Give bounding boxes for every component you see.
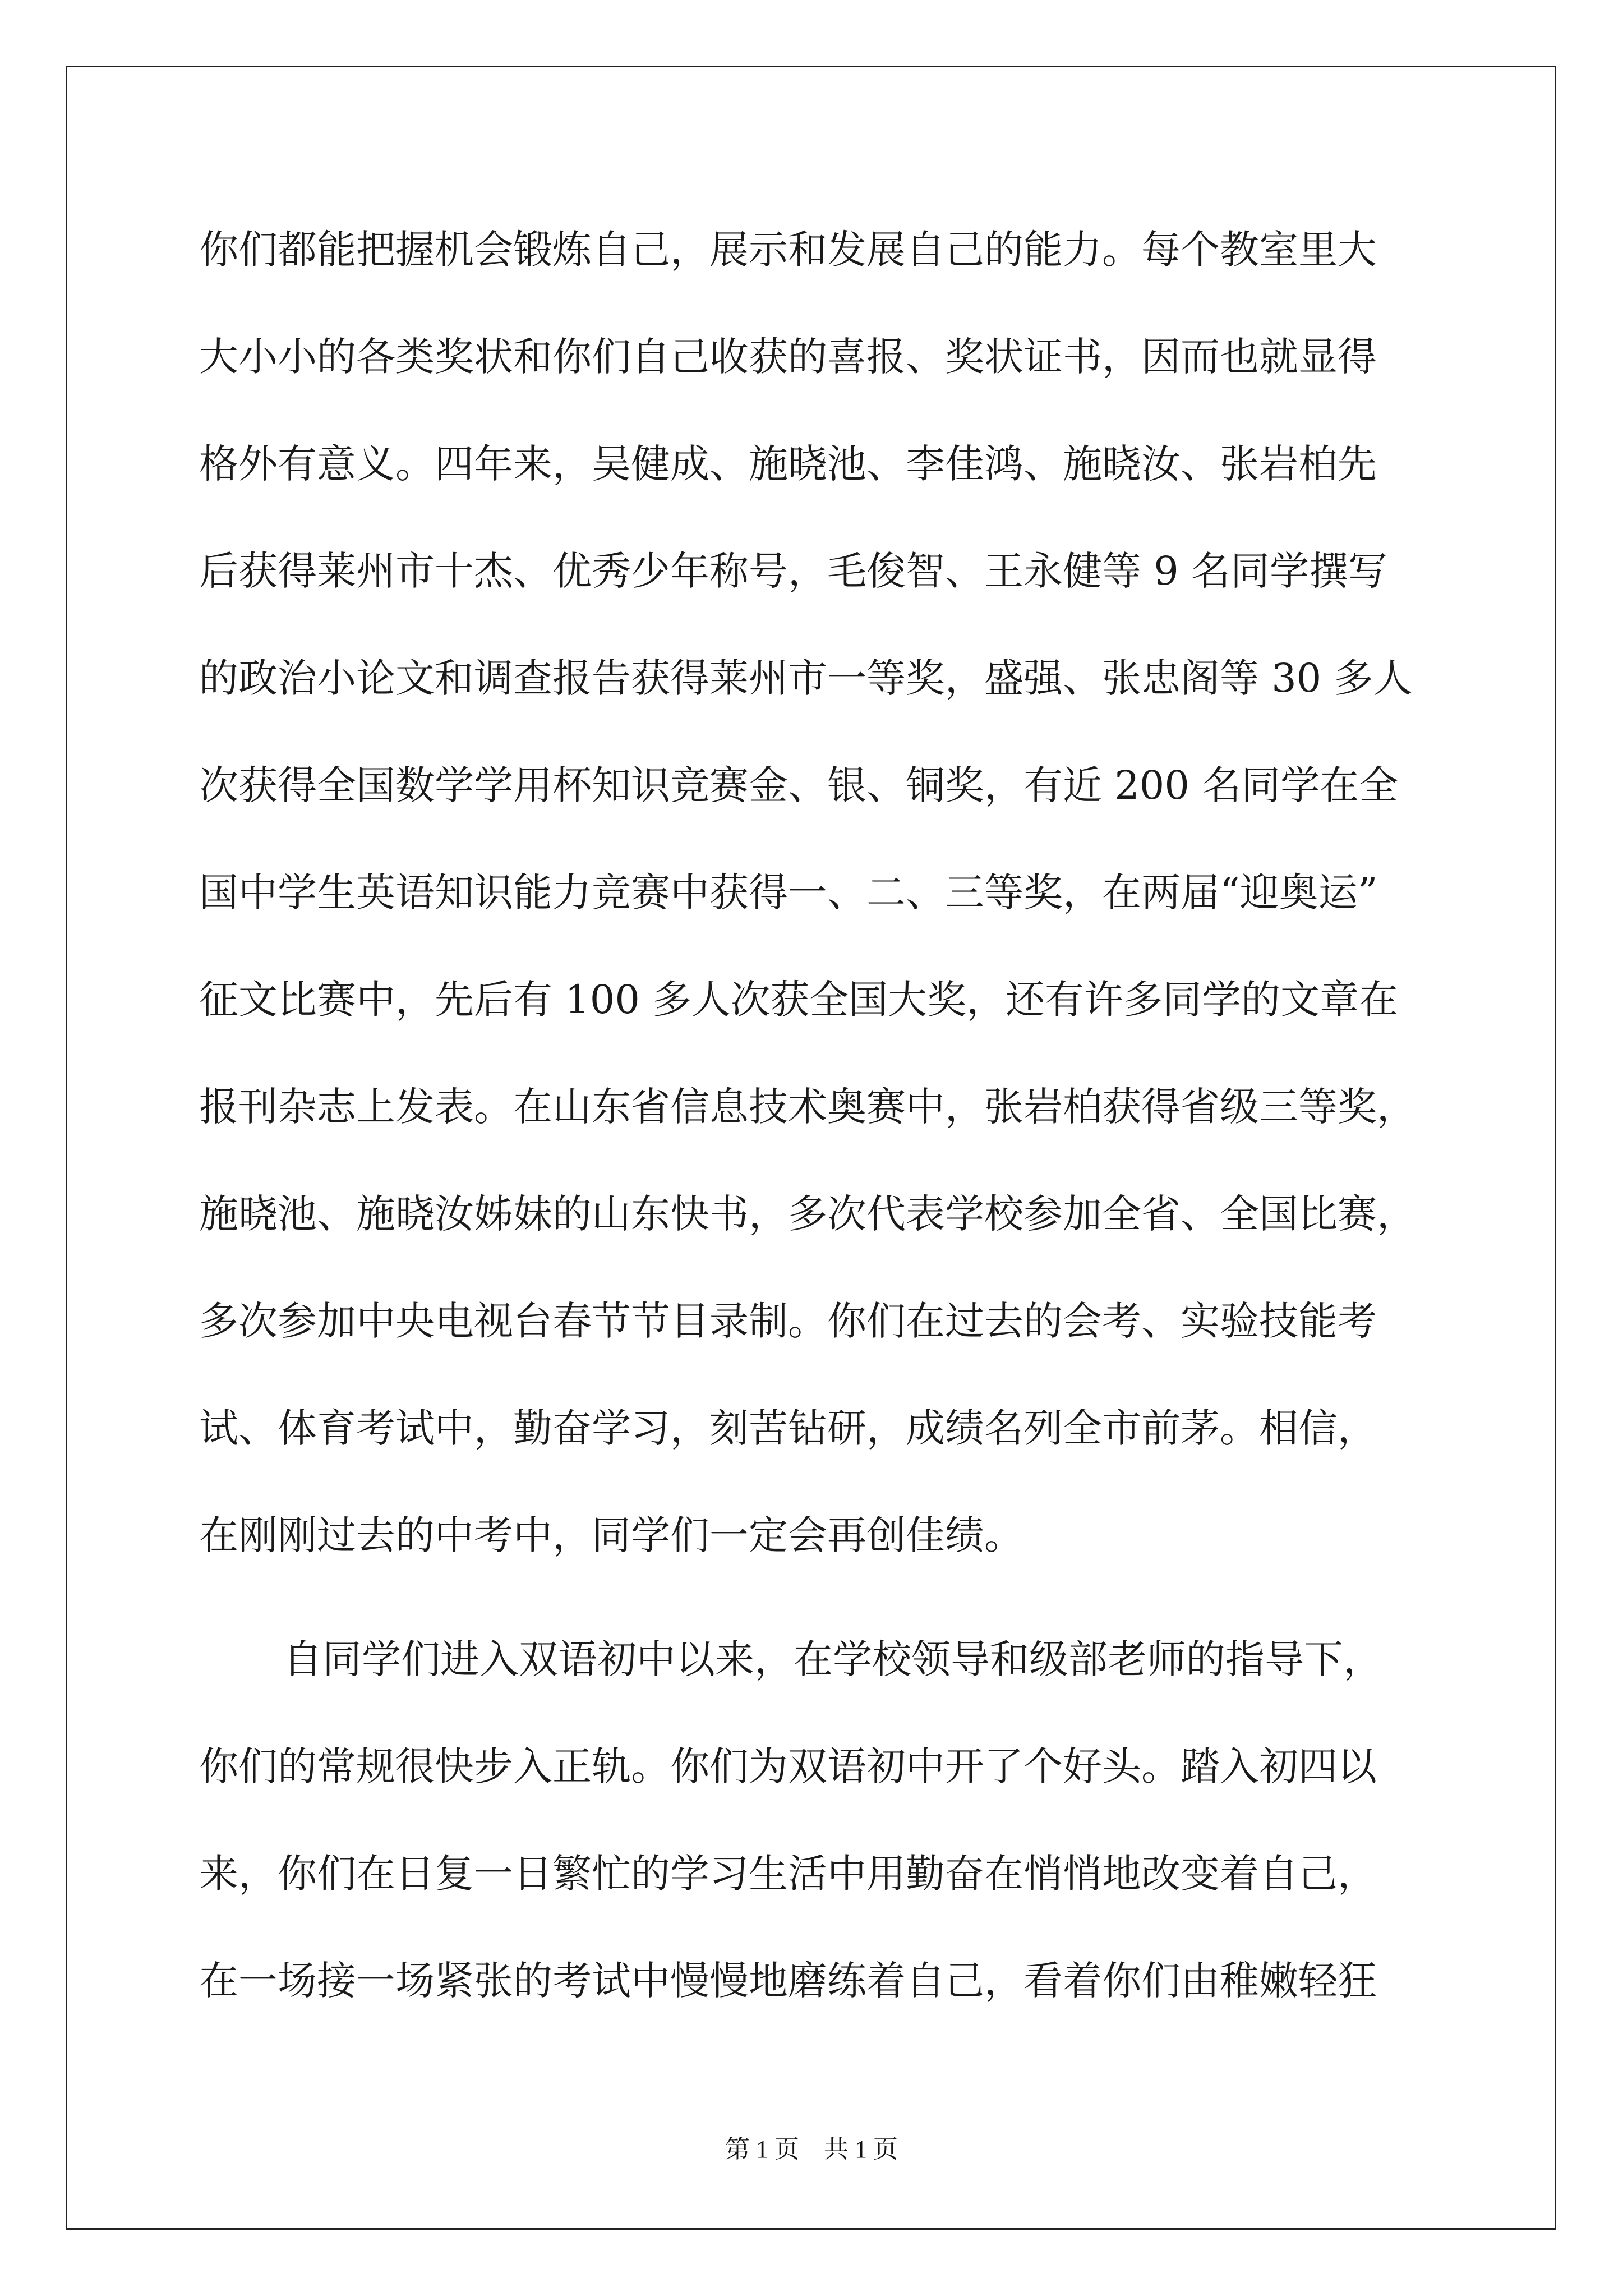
text-line: 国中学生英语知识能力竞赛中获得一、二、三等奖，在两届“迎奥运” [199, 869, 1378, 915]
text-line: 来，你们在日复一日繁忙的学习生活中用勤奋在悄悄地改变着自己， [199, 1851, 1377, 1897]
text-line: 次获得全国数学学用杯知识竞赛金、银、铜奖，有近 200 名同学在全 [199, 762, 1399, 808]
text-line-indented: 自同学们进入双语初中以来，在学校领导和级部老师的指导下， [283, 1636, 1382, 1682]
text-line: 征文比赛中，先后有 100 多人次获全国大奖，还有许多同学的文章在 [199, 977, 1399, 1023]
text-line: 在一场接一场紧张的考试中慢慢地磨练着自己，看着你们由稚嫩轻狂 [199, 1958, 1377, 2004]
paragraph-2 [199, 1626, 1433, 2054]
page-number-footer: 第 1 页 共 1 页 [725, 2136, 898, 2163]
text-line: 试、体育考试中，勤奋学习，刻苦钻研，成绩名列全市前茅。相信， [199, 1405, 1377, 1451]
paragraph-spacer [199, 1609, 1433, 1626]
text-line: 报刊杂志上发表。在山东省信息技术奥赛中，张岩柏获得省级三等奖， [199, 1084, 1416, 1130]
text-line: 的政治小论文和调查报告获得莱州市一等奖，盛强、张忠阁等 30 多人 [199, 655, 1413, 701]
text-line: 施晓池、施晓汝姊妹的山东快书，多次代表学校参加全省、全国比赛， [199, 1191, 1416, 1237]
text-line: 在刚刚过去的中考中，同学们一定会再创佳绩。 [199, 1512, 1023, 1558]
document-body [199, 216, 1433, 2054]
paragraph-1 [199, 216, 1433, 1609]
text-line: 你们的常规很快步入正轨。你们为双语初中开了个好头。踏入初四以 [199, 1743, 1377, 1789]
text-line: 大小小的各类奖状和你们自己收获的喜报、奖状证书，因而也就显得 [199, 334, 1377, 380]
text-line: 你们都能把握机会锻炼自己，展示和发展自己的能力。每个教室里大 [199, 227, 1377, 273]
text-line: 多次参加中央电视台春节节目录制。你们在过去的会考、实验技能考 [199, 1298, 1377, 1344]
text-line: 格外有意义。四年来，吴健成、施晓池、李佳鸿、施晓汝、张岩柏先 [199, 441, 1377, 487]
text-line: 后获得莱州市十杰、优秀少年称号，毛俊智、王永健等 9 名同学撰写 [199, 548, 1388, 594]
